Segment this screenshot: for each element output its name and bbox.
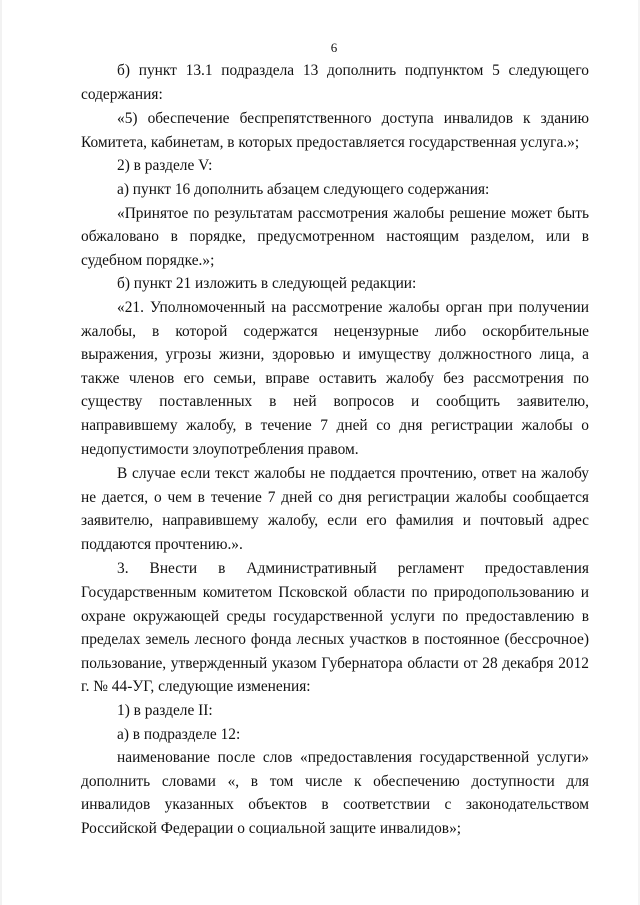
paragraph-item-b-13-1: б) пункт 13.1 подраздела 13 дополнить подпунктом 5 следующего содержания: (81, 62, 589, 103)
paragraph-item-a-16: а) пункт 16 дополнить абзацем следующего содержания: (117, 180, 490, 198)
paragraph-title-amendment: наименование после слов «предоставления государственной услуги» дополнить словами «, в том числе к обеспечению доступности для инвалидов указанных объектов в соответствии с законодательством Российской Федерации о социальной защите инвалидов»; (81, 749, 589, 837)
document-body (81, 59, 589, 841)
paragraph-quote-21: «21. Уполномоченный на рассмотрение жалобы орган при получении жалобы, в которой содержатся нецензурные либо оскорбительные выражения, угрозы жизни, здоровью и имуществу должностного лица, а также членов его семьи, вправе оставить жалобу без рассмотрения по существу поставленных в ней вопросов и сообщить заявителю, направившему жалобу, в течение 7 дней со дня регистрации жалобы о недопустимости злоупотребления правом. (81, 298, 589, 458)
paragraph-quote-accessibility: «5) обеспечение беспрепятственного доступа инвалидов к зданию Комитета, кабинетам, в которых предоставляется государственная услуга.»; (81, 110, 589, 151)
paragraph-unreadable-complaint: В случае если текст жалобы не поддается прочтению, ответ на жалобу не дается, о чем в течение 7 дней со дня регистрации жалобы сообщается заявителю, направившему жалобу, если его фамилия и почтовый адрес поддаются прочтению.». (81, 465, 589, 553)
paragraph-quote-appeal: «Принятое по результатам рассмотрения жалобы решение может быть обжаловано в порядке, предусмотренном настоящим разделом, или в судебном порядке.»; (81, 204, 589, 269)
paragraph-section-ii: 1) в разделе II: (117, 702, 213, 720)
page-number: 6 (330, 40, 338, 55)
paragraph-subsection-12: а) в подразделе 12: (117, 725, 241, 743)
paragraph-section-v: 2) в разделе V: (117, 157, 213, 175)
paragraph-item-b-21: б) пункт 21 изложить в следующей редакции: (117, 275, 417, 293)
paragraph-item-3-regulation: 3. Внести в Административный регламент предоставления Государственным комитетом Псковской области по природопользованию и охране окружающей среды государственной услуги по предоставлению в пределах земель лесного фонда лесных участков в постоянное (бессрочное) пользование, утвержденный указом Губернатора области от 28 декабря 2012 г. № 44-УГ, следующие изменения: (81, 560, 589, 696)
